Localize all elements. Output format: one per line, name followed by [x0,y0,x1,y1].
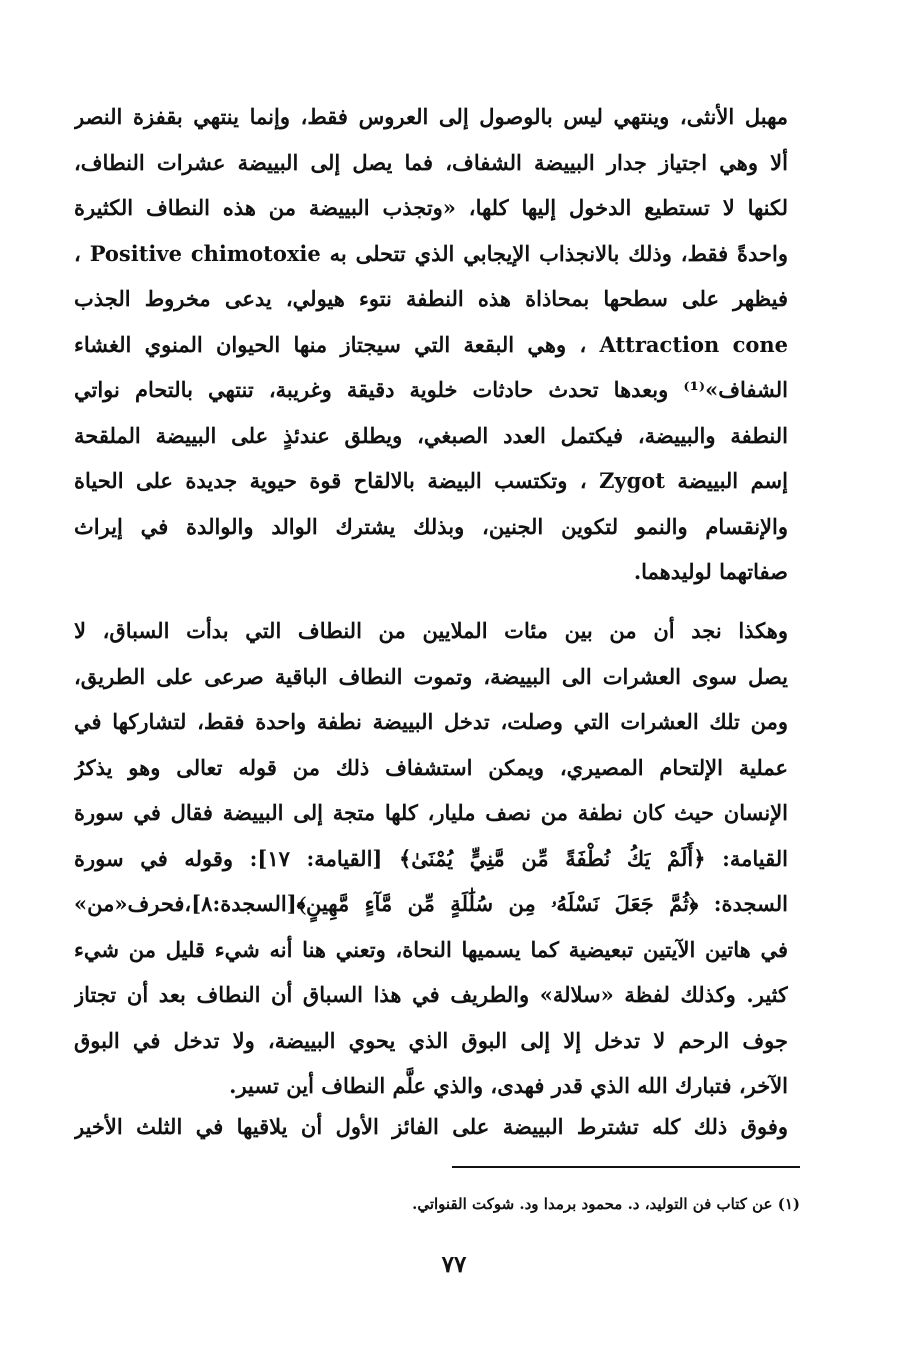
text-line: عملية الإلتحام المصيري، ويمكن استشفاف ذلك من قوله تعالى وهو يذكرُ [74,754,788,780]
text-line: النطفة والبييضة، فيكتمل العدد الصبغي، ويطلق عندئذٍ على البييضة الملقحة [74,422,788,448]
footnote: (١) عن كتاب فن التوليد، د. محمود برمدا ود. شوكت القنواتي. [412,1195,800,1213]
text-line: الشفاف»⁽¹⁾ وبعدها تحدث حادثات خلوية دقيقة وغريبة، تنتهي بالتحام نواتي [74,377,788,402]
quran-verse-line: القيامة: ﴿أَلَمْ يَكُ نُطْفَةً مِّن مَّنِيٍّ يُمْنَىٰ﴾ [القيامة: ١٧]: وقوله في سورة [74,845,788,871]
quran-verse-line: السجدة: ﴿ثُمَّ جَعَلَ نَسْلَهُۥ مِن سُلَٰلَةٍ مِّن مَّآءٍ مَّهِينٍ﴾[السجدة:٨]،فحرف«من» [74,891,788,916]
text-line: وفوق ذلك كله تشترط البييضة على الفائز الأول أن يلاقيها في الثلث الأخير [74,1114,788,1139]
text-line: لكنها لا تستطيع الدخول إليها كلها، «وتجذب البييضة من هذه النطاف الكثيرة [74,195,788,220]
text-line: واحدةً فقط، وذلك بالانجذاب الإيجابي الذي تتحلى به Positive chimotoxie ، [74,240,788,266]
text-line: ألا وهي اجتياز جدار البييضة الشفاف، فما يصل إلى البييضة عشرات النطاف، [74,149,788,175]
footnote-divider [452,1166,800,1168]
text-line: الآخر، فتبارك الله الذي قدر فهدى، والذي علَّم النطاف أين تسير. [229,1073,788,1098]
paragraph-3 [74,1104,788,1150]
text-line: صفاتهما لوليدهما. [633,559,788,584]
text-line: يصل سوى العشرات الى البييضة، وتموت النطاف الباقية صرعى على الطريق، [74,663,788,689]
page-number: ٧٧ [441,1251,467,1278]
paragraph-2 [74,608,788,1109]
text-line: في هاتين الآيتين تبعيضية كما يسميها النحاة، وتعني هنا أنه شيء قليل من شيء [74,936,788,962]
text-line: كثير. وكذلك لفظة «سلالة» والطريف في هذا السباق أن النطاف بعد أن تجتاز [74,982,788,1007]
paragraph-1 [74,94,788,595]
text-line: والإنقسام والنمو لتكوين الجنين، وبذلك يشترك الوالد والوالدة في إيراث [74,513,788,539]
text-line: وهكذا نجد أن من بين مئات الملايين من النطاف التي بدأت السباق، لا [74,618,788,643]
text-line: إسم البييضة Zygot ، وتكتسب البيضة بالالقاح قوة حيوية جديدة على الحياة [74,468,788,493]
text-line: Attraction cone ، وهي البقعة التي سيجتاز منها الحيوان المنوي الغشاء [74,331,788,357]
text-line: فيظهر على سطحها بمحاذاة هذه النطفة نتوء هيولي، يدعى مخروط الجذب [74,286,788,311]
text-line: الإنسان حيث كان نطفة من نصف مليار، كلها متجة إلى البييضة فقال في سورة [74,800,788,825]
text-line: جوف الرحم لا تدخل إلا إلى البوق الذي يحوي البييضة، ولا تدخل في البوق [74,1027,788,1053]
text-line: ومن تلك العشرات التي وصلت، تدخل البييضة نطفة واحدة فقط، لتشاركها في [74,709,788,734]
text-line: مهبل الأنثى، وينتهي ليس بالوصول إلى العروس فقط، وإنما ينتهي بقفزة النصر [74,104,788,129]
